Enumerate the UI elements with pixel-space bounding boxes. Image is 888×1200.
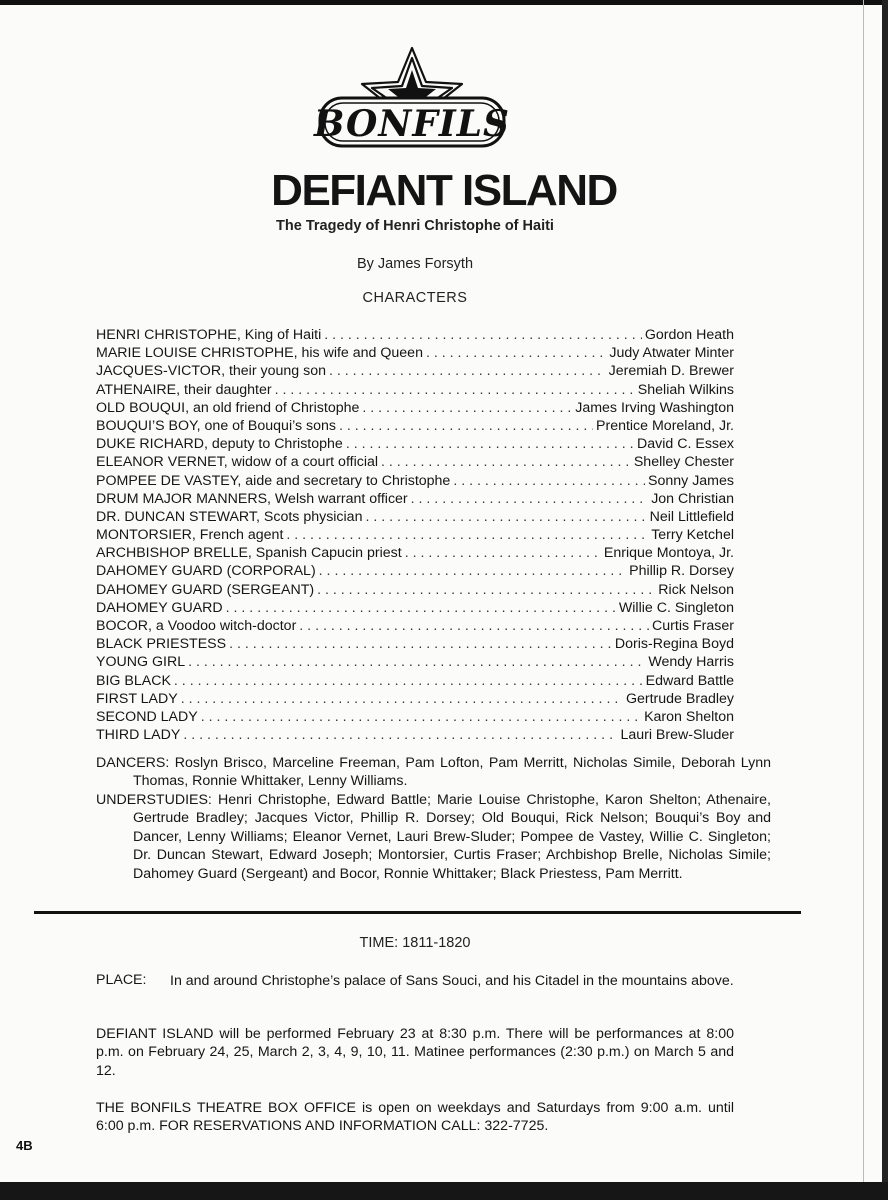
actor-name: Gertrude Bradley <box>625 690 734 707</box>
character-role: BOUQUI’S BOY, one of Bouqui’s sons <box>96 417 337 434</box>
play-title: DEFIANT ISLAND <box>271 166 617 215</box>
cast-row <box>96 708 734 726</box>
actor-name: Enrique Montoya, Jr. <box>603 545 734 562</box>
cast-row <box>96 381 734 399</box>
dot-leader <box>329 362 606 380</box>
cast-row <box>96 635 734 653</box>
actor-name: Prentice Moreland, Jr. <box>596 417 734 434</box>
bonfils-logo <box>312 46 512 158</box>
actor-name: Phillip R. Dorsey <box>629 563 734 580</box>
character-role: FIRST LADY <box>96 690 178 707</box>
character-role: BOCOR, a Voodoo witch-doctor <box>96 618 297 634</box>
characters-heading: CHARACTERS <box>362 290 468 306</box>
dot-leader <box>453 472 645 490</box>
dancers-paragraph: DANCERS: Roslyn Brisco, Marceline Freeman, Pam Lofton, Pam Merritt, Nicholas Simile, Deborah Lynn Thomas, Ronnie Whittaker, Lenny Williams. <box>96 755 771 790</box>
character-role: DUKE RICHARD, deputy to Christophe <box>96 436 343 453</box>
cast-row <box>96 399 734 417</box>
cast-row <box>96 453 734 471</box>
dot-leader <box>381 453 631 471</box>
cast-row <box>96 472 734 490</box>
character-role: ARCHBISHOP BRELLE, Spanish Capucin priest <box>96 545 402 562</box>
dot-leader <box>324 326 642 344</box>
dot-leader <box>286 526 648 544</box>
actor-name: Rick Nelson <box>658 581 734 598</box>
actor-name: Sheliah Wilkins <box>637 381 734 398</box>
actor-name: Terry Ketchel <box>651 527 734 544</box>
character-role: MARIE LOUISE CHRISTOPHE, his wife and Queen <box>96 345 423 362</box>
actor-name: David C. Essex <box>637 436 734 453</box>
character-role: DRUM MAJOR MANNERS, Welsh warrant officer <box>96 490 408 507</box>
actor-name: Karon Shelton <box>644 708 734 725</box>
dot-leader <box>183 726 617 744</box>
dot-leader <box>229 635 612 653</box>
cast-list <box>96 326 734 744</box>
cast-row <box>96 362 734 380</box>
character-role: ATHENAIRE, their daughter <box>96 381 272 398</box>
svg-text:BONFILS: BONFILS <box>313 103 511 145</box>
dot-leader <box>362 399 572 417</box>
cast-row <box>96 653 734 671</box>
dot-leader <box>411 490 649 508</box>
cast-row <box>96 581 734 599</box>
character-role: SECOND LADY <box>96 708 198 725</box>
character-role: DAHOMEY GUARD (CORPORAL) <box>96 563 316 580</box>
actor-name: Shelley Chester <box>633 454 734 471</box>
understudies-paragraph: UNDERSTUDIES: Henri Christophe, Edward Battle; Marie Louise Christophe, Karon Shelton; Athenaire, Gertrude Bradley; Jacques Victor, Phillip R. Dorsey; Old Bouqui, Rick Nelson; Bouqui’s Boy and Dancer, Lenny Williams; Eleanor Vernet, Lauri Brew-Sluder; Pompee de Vastey, Willie C. Singleton; Dr. Duncan Stewart, Edward Joseph; Montorsier, Curtis Fraser; Archbishop Brelle, Nicholas Simile; Dahomey Guard (Sergeant) and Bocor, Ronnie Whittaker; Black Priestess, Pam Merritt. <box>96 792 771 882</box>
actor-name: Edward Battle <box>645 672 734 689</box>
place-text: In and around Christophe’s palace of Sans Souci, and his Citadel in the mountains above. <box>170 973 734 989</box>
cast-row <box>96 726 734 744</box>
character-role: BLACK PRIESTESS <box>96 636 227 653</box>
actor-name: Jeremiah D. Brewer <box>608 363 734 380</box>
character-role: JACQUES-VICTOR, their young son <box>96 363 326 380</box>
actor-name: Doris-Regina Boyd <box>614 636 734 653</box>
cast-row <box>96 544 734 562</box>
character-role: ELEANOR VERNET, widow of a court official <box>96 454 379 471</box>
dot-leader <box>319 562 626 580</box>
character-role: DAHOMEY GUARD (SERGEANT) <box>96 581 315 598</box>
cast-row <box>96 417 734 435</box>
character-role: DR. DUNCAN STEWART, Scots physician <box>96 508 363 525</box>
cast-row <box>96 599 734 617</box>
cast-row <box>96 526 734 544</box>
dot-leader <box>275 381 635 399</box>
performance-schedule: DEFIANT ISLAND will be performed February 23 at 8:30 p.m. There will be performances at 8:00 p.m. on February 24, 25, March 2, 3, 4, 9, 10, 11. Matinee performances (2:30 p.m.) on March 5 and 12. <box>96 1026 734 1079</box>
character-role: BIG BLACK <box>96 672 171 689</box>
actor-name: James Irving Washington <box>575 399 734 416</box>
page-number: 4B <box>16 1138 33 1153</box>
cast-row <box>96 690 734 708</box>
cast-row <box>96 672 734 690</box>
dot-leader <box>174 672 643 690</box>
cast-row <box>96 435 734 453</box>
play-subtitle: The Tragedy of Henri Christophe of Haiti <box>276 218 554 234</box>
section-divider <box>34 911 801 914</box>
character-role: HENRI CHRISTOPHE, King of Haiti <box>96 327 322 343</box>
character-role: POMPEE DE VASTEY, aide and secretary to Christophe <box>96 472 451 489</box>
dot-leader <box>339 417 593 435</box>
place-label: PLACE: <box>96 972 147 988</box>
bottom-border <box>0 1182 888 1200</box>
character-role: OLD BOUQUI, an old friend of Christophe <box>96 399 360 416</box>
character-role: YOUNG GIRL <box>96 654 186 671</box>
dot-leader <box>299 617 649 635</box>
dot-leader <box>201 708 641 726</box>
actor-name: Curtis Fraser <box>652 618 734 634</box>
dot-leader <box>181 690 623 708</box>
cast-row <box>96 326 734 344</box>
actor-name: Jon Christian <box>651 490 734 507</box>
cast-row <box>96 344 734 362</box>
actor-name: Lauri Brew-Sluder <box>620 727 734 744</box>
actor-name: Neil Littlefield <box>649 508 734 525</box>
character-role: THIRD LADY <box>96 727 181 744</box>
cast-row <box>96 617 734 635</box>
dot-leader <box>346 435 634 453</box>
time-line: TIME: 1811-1820 <box>359 935 471 951</box>
cast-row <box>96 562 734 580</box>
dot-leader <box>226 599 616 617</box>
dot-leader <box>188 653 645 671</box>
box-office-info: THE BONFILS THEATRE BOX OFFICE is open on weekdays and Saturdays from 9:00 a.m. until 6:00 p.m. FOR RESERVATIONS AND INFORMATION CALL: 322-7725. <box>96 1100 734 1135</box>
actor-name: Judy Atwater Minter <box>609 345 734 362</box>
cast-row <box>96 508 734 526</box>
actor-name: Wendy Harris <box>648 654 734 671</box>
character-role: MONTORSIER, French agent <box>96 527 284 544</box>
cast-row <box>96 490 734 508</box>
actor-name: Sonny James <box>648 472 734 489</box>
top-border <box>0 0 888 5</box>
dot-leader <box>317 581 655 599</box>
dot-leader <box>426 344 606 362</box>
actor-name: Willie C. Singleton <box>618 599 734 616</box>
dot-leader <box>365 508 646 526</box>
author-byline: By James Forsyth <box>356 256 474 272</box>
character-role: DAHOMEY GUARD <box>96 599 223 616</box>
actor-name: Gordon Heath <box>644 327 734 343</box>
dot-leader <box>405 544 601 562</box>
